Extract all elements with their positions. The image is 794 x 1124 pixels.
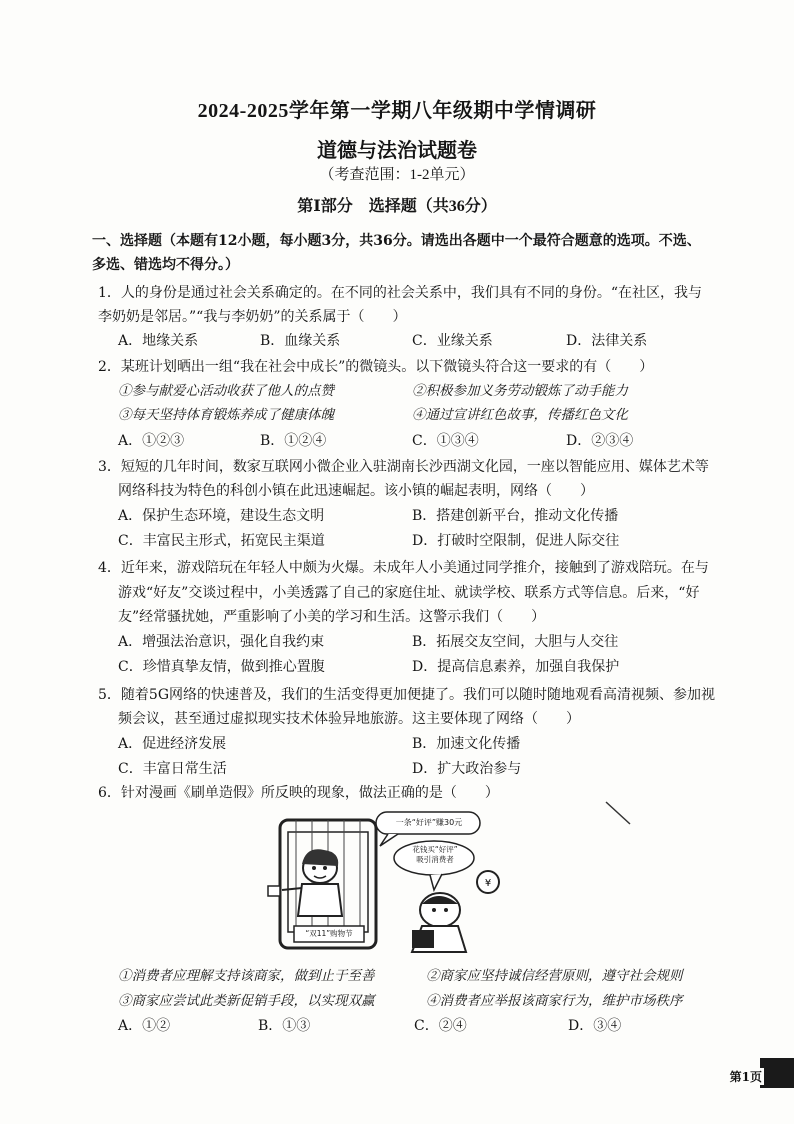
- svg-text:¥: ¥: [484, 878, 492, 889]
- option-a: A．增强法治意识，强化自我约束: [118, 634, 325, 650]
- statement-1: ①参与献爱心活动收获了他人的点赞: [118, 383, 334, 399]
- question-text: 1．人的身份是通过社会关系确定的。在不同的社会关系中，我们具有不同的身份。“在社区，我与: [98, 285, 703, 301]
- option-c: C．丰富日常生活: [118, 761, 227, 777]
- section-instruction-line2: 多选、错选均不得分。）: [92, 257, 239, 273]
- question-text: 3．短短的几年时间，数家互联网小微企业入驻湖南长沙西湖文化园，一座以智能应用、媒体艺术等: [98, 459, 709, 475]
- cartoon-bubble-2-line1: 花钱买“好评”: [412, 845, 458, 854]
- option-c: C．丰富民主形式，拓宽民主渠道: [118, 533, 325, 549]
- option-a: A．①②: [118, 1018, 171, 1034]
- option-b: B．拓展交友空间，大胆与人交往: [412, 634, 619, 650]
- option-d: D．法律关系: [566, 333, 648, 349]
- statement-3: ③商家应尝试此类新促销手段，以实现双赢: [118, 993, 375, 1009]
- part-heading: 第Ⅰ部分 选择题（共36分）: [297, 198, 497, 215]
- page-number: 第1页: [729, 1070, 762, 1084]
- option-c: C．①③④: [412, 433, 479, 449]
- cartoon-bubble-1: 一条“好评”赚30元: [395, 818, 463, 827]
- option-d: D．提高信息素养，加强自我保护: [412, 659, 620, 675]
- option-d: D．打破时空限制，促进人际交往: [412, 533, 620, 549]
- statement-2: ②商家应坚持诚信经营原则，遵守社会规则: [426, 968, 683, 984]
- scan-mark: [600, 798, 640, 828]
- question-text: 友”经常骚扰她，严重影响了小美的学习和生活。这警示我们（ ）: [118, 609, 546, 625]
- question-text: 游戏“好友”交谈过程中，小美透露了自己的家庭住址、就读学校、联系方式等信息。后来，“好: [118, 585, 700, 601]
- option-b: B．血缘关系: [260, 333, 341, 349]
- option-d: D．扩大政治参与: [412, 761, 522, 777]
- option-b: B．加速文化传播: [412, 736, 521, 752]
- question-text: 李奶奶是邻居。”“我与李奶奶”的关系属于（ ）: [98, 309, 407, 325]
- statement-1: ①消费者应理解支持该商家，做到止于至善: [118, 968, 375, 984]
- cartoon-sign: “双11”购物节: [305, 929, 353, 938]
- option-c: C．业缘关系: [412, 333, 493, 349]
- option-d: D．③④: [568, 1018, 622, 1034]
- question-text: 6．针对漫画《刷单造假》所反映的现象，做法正确的是（ ）: [98, 785, 499, 801]
- option-b: B．搭建创新平台，推动文化传播: [412, 508, 619, 524]
- subject-title: 道德与法治试题卷: [317, 140, 477, 162]
- question-text: 4．近年来，游戏陪玩在年轻人中颇为火爆。未成年人小美通过同学推介，接触到了游戏陪玩。在与: [98, 560, 709, 576]
- statement-4: ④消费者应举报该商家行为，维护市场秩序: [426, 993, 683, 1009]
- question-text: 网络科技为特色的科创小镇在此迅速崛起。该小镇的崛起表明，网络（ ）: [118, 483, 594, 499]
- option-a: A．保护生态环境，建设生态文明: [118, 508, 325, 524]
- cartoon-illustration: [262, 806, 516, 954]
- page-edge-shadow: [760, 1058, 794, 1088]
- question-text: 5．随着5G网络的快速普及，我们的生活变得更加便捷了。我们可以随时随地观看高清视频、参加视: [98, 687, 715, 703]
- statement-3: ③每天坚持体育锻炼养成了健康体魄: [118, 407, 334, 423]
- statement-2: ②积极参加义务劳动锻炼了动手能力: [412, 383, 628, 399]
- section-instruction-line1: 一、选择题（本题有12小题，每小题3分，共36分。请选出各题中一个最符合题意的选项。不选、: [92, 233, 701, 249]
- option-d: D．②③④: [566, 433, 634, 449]
- cartoon-bubble-2-line2: 吸引消费者: [416, 855, 454, 864]
- exam-title: 2024-2025学年第一学期八年级期中学情调研: [197, 100, 597, 122]
- option-c: C．②④: [414, 1018, 467, 1034]
- option-a: A．促进经济发展: [118, 736, 227, 752]
- option-b: B．①②④: [260, 433, 327, 449]
- option-a: A．①②③: [118, 433, 185, 449]
- option-c: C．珍惜真挚友情，做到推心置腹: [118, 659, 325, 675]
- question-text: 2．某班计划晒出一组“我在社会中成长”的微镜头。以下微镜头符合这一要求的有（ ）: [98, 359, 654, 375]
- exam-scope: （考查范围：1-2单元）: [319, 167, 475, 183]
- option-a: A．地缘关系: [118, 333, 199, 349]
- question-text: 频会议，甚至通过虚拟现实技术体验异地旅游。这主要体现了网络（ ）: [118, 711, 580, 727]
- statement-4: ④通过宣讲红色故事，传播红色文化: [412, 407, 628, 423]
- option-b: B．①③: [258, 1018, 311, 1034]
